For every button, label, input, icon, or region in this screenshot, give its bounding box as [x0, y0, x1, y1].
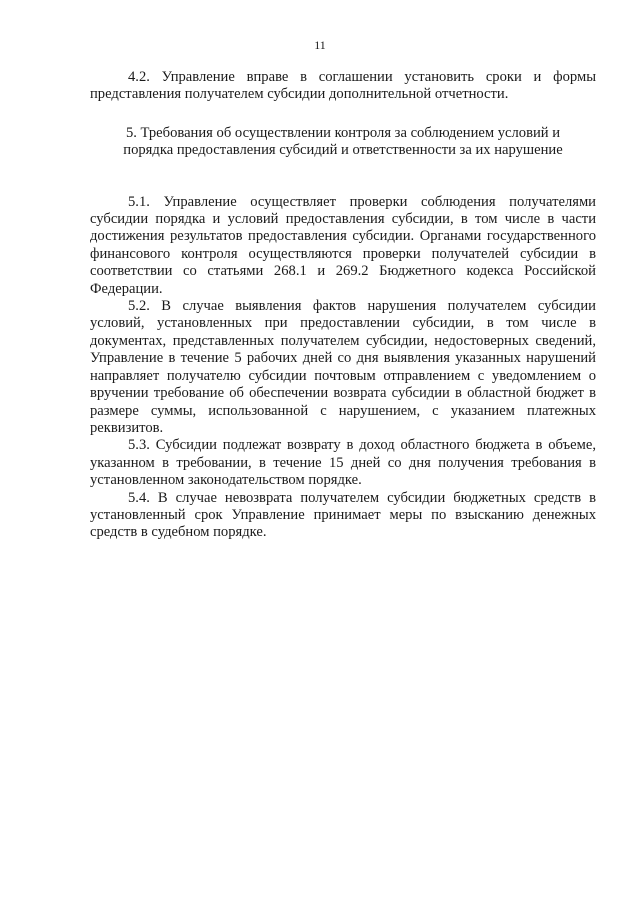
page-number: 11 — [314, 38, 326, 52]
document-body — [90, 69, 596, 542]
paragraph-5-4: 5.4. В случае невозврата получателем субсидии бюджетных средств в установленный срок Управление принимает меры по взысканию денежных средств в судебном порядке. — [90, 489, 596, 541]
paragraph-5-2: 5.2. В случае выявления фактов нарушения получателем субсидии условий, установленных при предоставлении субсидии, в том числе в документах, представленных получателем субсидии, недостоверных сведений, Управление в течение 5 рабочих дней со дня выявления указанных нарушений направляет получателю субсидии почтовым отправлением с уведомлением о вручении требование об обеспечении возврата субсидии в областной бюджет в размере суммы, использованной с нарушением, с указанием платежных реквизитов. — [90, 298, 596, 436]
section-5-title: 5. Требования об осуществлении контроля за соблюдением условий и порядка предоставления субсидий и ответственности за их нарушение — [123, 124, 563, 159]
paragraph-5-3: 5.3. Субсидии подлежат возврату в доход областного бюджета в объеме, указанном в требовании, в течение 15 дней со дня получения требования в установленном законодательством порядке. — [90, 437, 596, 489]
paragraph-5-1: 5.1. Управление осуществляет проверки соблюдения получателями субсидии порядка и условий предоставления субсидии, в том числе в части достижения результатов предоставления субсидии. Органами государственного финансового контроля осуществляются проверки получателей субсидии в соответствии со статьями 268.1 и 269.2 Бюджетного кодекса Российской Федерации. — [90, 193, 596, 297]
paragraph-4-2: 4.2. Управление вправе в соглашении установить сроки и формы представления получателем субсидии дополнительной отчетности. — [90, 69, 596, 103]
